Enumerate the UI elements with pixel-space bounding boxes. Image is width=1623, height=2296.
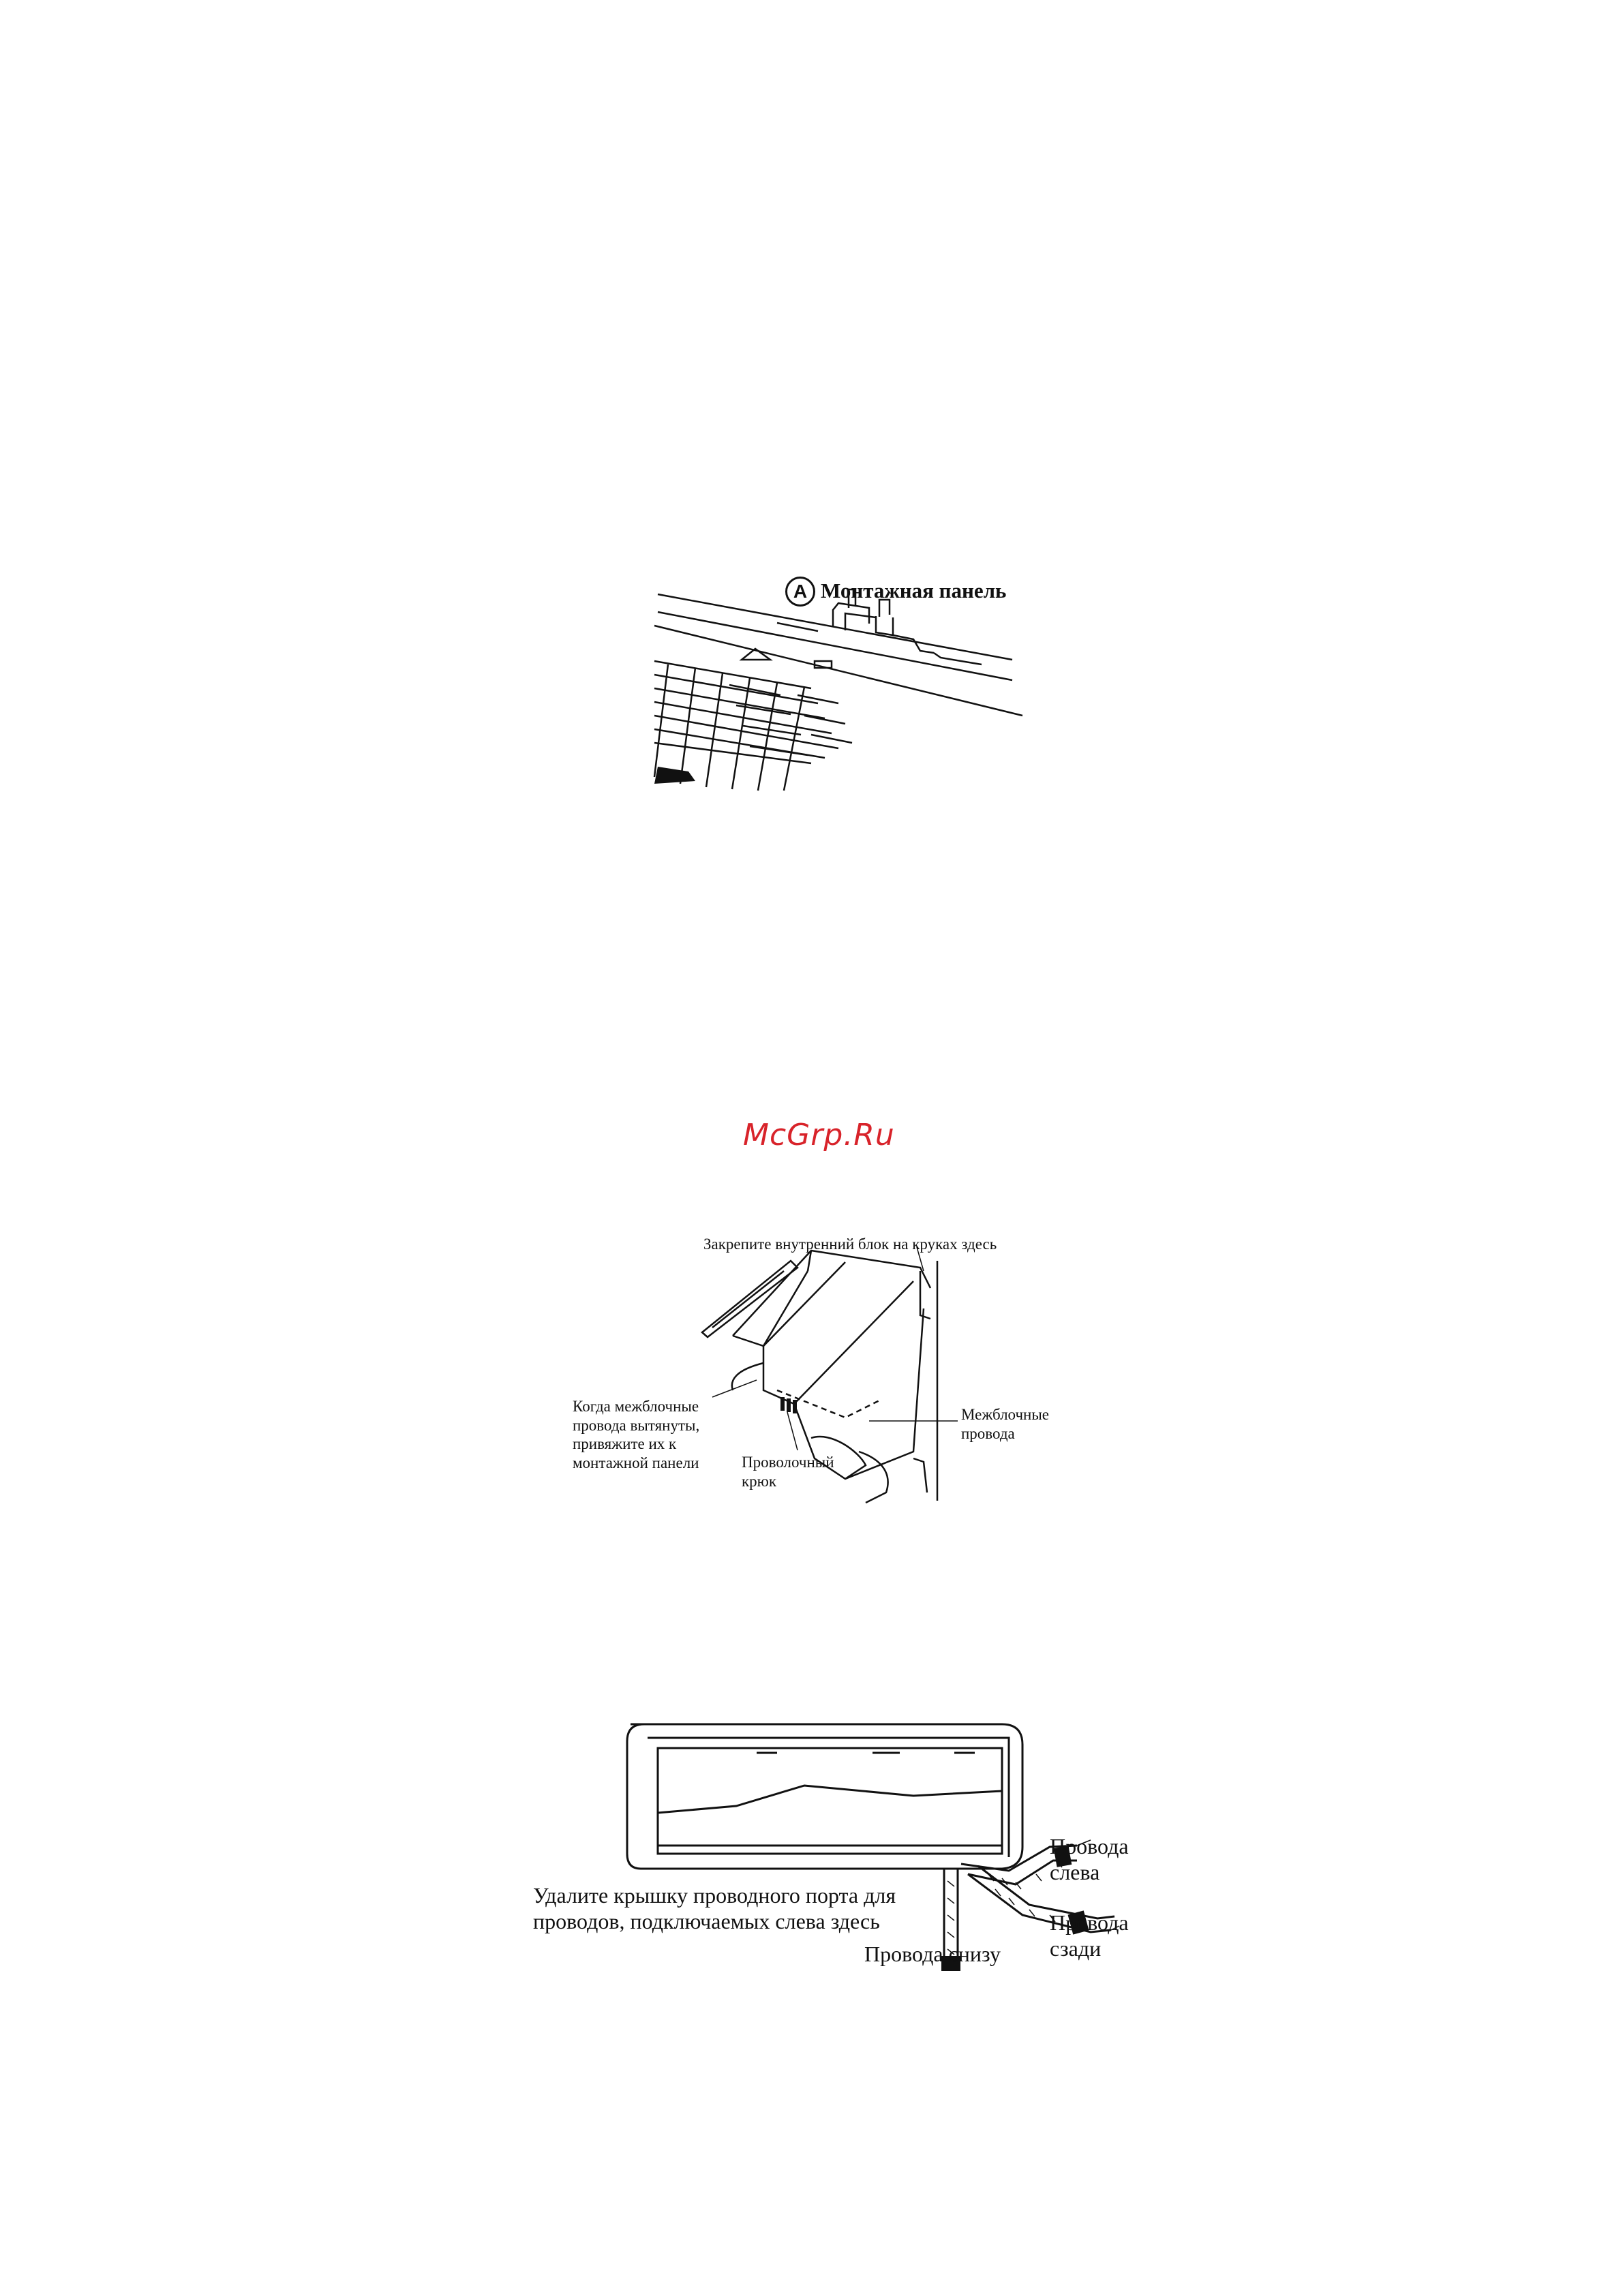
tie-wires-line-3: привяжите их к <box>573 1435 677 1453</box>
mounting-panel-figure <box>641 559 1063 804</box>
tie-wires-line-1: Когда межблочные <box>573 1398 699 1415</box>
wiring-directions-figure <box>532 1711 1159 1983</box>
indoor-unit-hook-figure <box>559 1234 1104 1520</box>
interunit-wires-label <box>961 1405 1049 1443</box>
left-wires-line-1: Провода <box>1050 1834 1129 1858</box>
remove-cover-instruction <box>533 1882 896 1935</box>
remove-cover-line-1: Удалите крышку проводного порта для <box>533 1883 896 1908</box>
left-wires-label <box>1050 1833 1129 1886</box>
hook-instruction-label: Закрепите внутренний блок на круках здесь <box>703 1236 997 1253</box>
watermark-text: McGrp.Ru <box>743 1118 895 1152</box>
bottom-wires-label: Провода снизу <box>864 1942 1001 1966</box>
tie-wires-instruction <box>573 1397 699 1472</box>
mounting-panel-label: Монтажная панель <box>821 579 1007 602</box>
rear-wires-label <box>1050 1910 1129 1962</box>
tie-wires-line-2: провода вытянуты, <box>573 1416 700 1434</box>
remove-cover-line-2: проводов, подключаемых слева здесь <box>533 1909 880 1934</box>
wire-hook-line-2: крюк <box>742 1472 777 1490</box>
wire-hook-line-1: Проволочный <box>742 1454 834 1471</box>
tie-wires-line-4: монтажной панели <box>573 1454 699 1471</box>
wire-hook-label <box>742 1453 834 1490</box>
interunit-wires-line-1: Межблочные <box>961 1406 1049 1423</box>
panel-marker-badge: A <box>785 577 815 607</box>
interunit-wires-line-2: провода <box>961 1424 1015 1442</box>
rear-wires-line-1: Провода <box>1050 1910 1129 1935</box>
rear-wires-line-2: сзади <box>1050 1936 1102 1961</box>
left-wires-line-2: слева <box>1050 1860 1100 1885</box>
